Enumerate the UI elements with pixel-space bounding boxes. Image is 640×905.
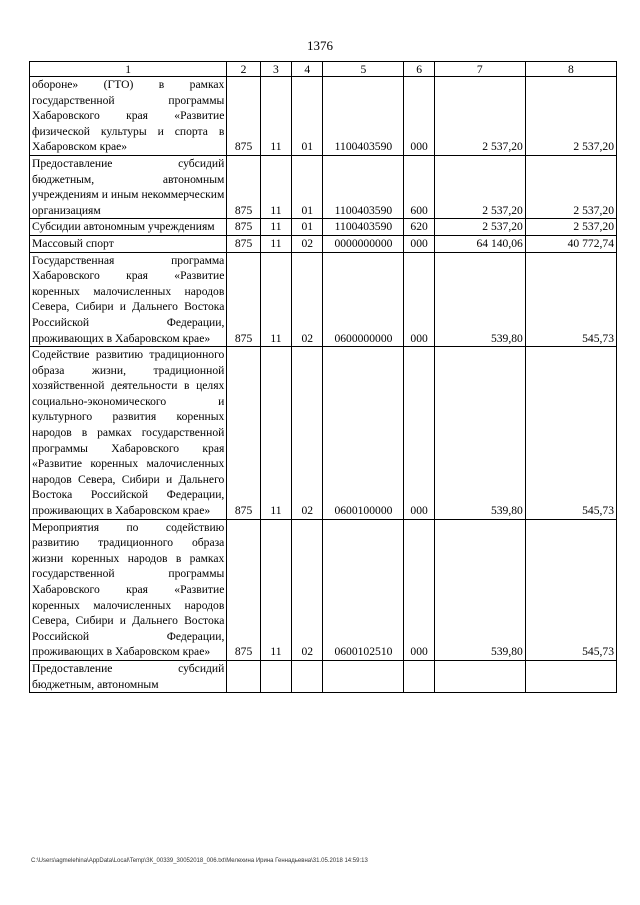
file-path-footer: C:\Users\agmelehina\AppData\Local\Temp\ЗК_00339_30052018_006.txt\Мелехина Ирина Геннадьевна\31.05.2018 14:59:13 xyxy=(31,858,368,864)
row-name: Содействие развитию традиционного образа жизни, традиционной хозяйственной деятельности в целях социально-экономического и культурного развития коренных народов в рамках государственной программы Хабаровского края «Развитие коренных малочисленных народов Севера, Сибири и Дальнего Востока Российской Федерации, проживающих в Хабаровском крае» xyxy=(30,347,227,520)
cell-admin-code: 875 xyxy=(227,519,260,660)
cell-expense-type: 000 xyxy=(404,519,434,660)
cell-subsection: 01 xyxy=(292,77,323,156)
cell-section: 11 xyxy=(260,235,291,252)
cell-expense-type: 600 xyxy=(404,155,434,218)
cell-amount-1: 2 537,20 xyxy=(434,77,525,156)
cell-target-article: 1100403590 xyxy=(323,77,404,156)
cell-admin-code xyxy=(227,660,260,692)
cell-amount-2 xyxy=(525,660,616,692)
table-row xyxy=(30,252,617,347)
column-header: 5 xyxy=(323,62,404,77)
table-row xyxy=(30,519,617,660)
column-header: 7 xyxy=(434,62,525,77)
page-number: 1376 xyxy=(307,38,333,53)
cell-target-article: 0600102510 xyxy=(323,519,404,660)
row-name: Субсидии автономным учреждениям xyxy=(30,219,227,236)
table-row xyxy=(30,347,617,520)
row-name: Государственная программа Хабаровского края «Развитие коренных малочисленных народов Севера, Сибири и Дальнего Востока Российской Федерации, проживающих в Хабаровском крае» xyxy=(30,252,227,347)
row-name: Предоставление субсидий бюджетным, автономным учреждениям и иным некоммерческим организациям xyxy=(30,155,227,218)
cell-expense-type: 000 xyxy=(404,235,434,252)
cell-target-article: 0600000000 xyxy=(323,252,404,347)
cell-amount-2: 2 537,20 xyxy=(525,77,616,156)
cell-section: 11 xyxy=(260,219,291,236)
cell-section: 11 xyxy=(260,347,291,520)
cell-section xyxy=(260,660,291,692)
cell-target-article: 0600100000 xyxy=(323,347,404,520)
cell-amount-1: 539,80 xyxy=(434,347,525,520)
cell-expense-type: 000 xyxy=(404,252,434,347)
cell-subsection xyxy=(292,660,323,692)
cell-expense-type: 000 xyxy=(404,77,434,156)
row-name: Мероприятия по содействию развитию традиционного образа жизни коренных народов в рамках государственной программы Хабаровского края «Развитие коренных малочисленных народов Севера, Сибири и Дальнего Востока Российской Федерации, проживающих в Хабаровском крае» xyxy=(30,519,227,660)
cell-admin-code: 875 xyxy=(227,347,260,520)
cell-expense-type: 000 xyxy=(404,347,434,520)
table-row xyxy=(30,235,617,252)
cell-subsection: 01 xyxy=(292,155,323,218)
row-name: Массовый спорт xyxy=(30,235,227,252)
cell-section: 11 xyxy=(260,519,291,660)
cell-section: 11 xyxy=(260,77,291,156)
cell-subsection: 02 xyxy=(292,252,323,347)
table-row xyxy=(30,155,617,218)
cell-amount-1: 2 537,20 xyxy=(434,219,525,236)
cell-amount-1: 539,80 xyxy=(434,252,525,347)
cell-amount-2: 545,73 xyxy=(525,252,616,347)
cell-section: 11 xyxy=(260,252,291,347)
cell-amount-1: 539,80 xyxy=(434,519,525,660)
cell-target-article: 1100403590 xyxy=(323,219,404,236)
cell-amount-1: 64 140,06 xyxy=(434,235,525,252)
column-header: 2 xyxy=(227,62,260,77)
cell-admin-code: 875 xyxy=(227,155,260,218)
cell-amount-1: 2 537,20 xyxy=(434,155,525,218)
column-header-row xyxy=(30,62,617,77)
column-header: 1 xyxy=(30,62,227,77)
cell-expense-type xyxy=(404,660,434,692)
cell-subsection: 02 xyxy=(292,235,323,252)
cell-subsection: 02 xyxy=(292,347,323,520)
table-row xyxy=(30,660,617,692)
cell-amount-2: 545,73 xyxy=(525,347,616,520)
cell-admin-code: 875 xyxy=(227,252,260,347)
column-header: 8 xyxy=(525,62,616,77)
row-name: Предоставление субсидий бюджетным, автономным xyxy=(30,660,227,692)
cell-expense-type: 620 xyxy=(404,219,434,236)
cell-amount-2: 40 772,74 xyxy=(525,235,616,252)
cell-subsection: 02 xyxy=(292,519,323,660)
table-row xyxy=(30,77,617,156)
cell-subsection: 01 xyxy=(292,219,323,236)
cell-target-article: 1100403590 xyxy=(323,155,404,218)
cell-amount-1 xyxy=(434,660,525,692)
cell-amount-2: 2 537,20 xyxy=(525,219,616,236)
column-header: 3 xyxy=(260,62,291,77)
cell-target-article: 0000000000 xyxy=(323,235,404,252)
row-name: обороне» (ГТО) в рамках государственной программы Хабаровского края «Развитие физической культуры и спорта в Хабаровском крае» xyxy=(30,77,227,156)
cell-admin-code: 875 xyxy=(227,235,260,252)
cell-admin-code: 875 xyxy=(227,219,260,236)
cell-target-article xyxy=(323,660,404,692)
cell-section: 11 xyxy=(260,155,291,218)
cell-amount-2: 545,73 xyxy=(525,519,616,660)
cell-amount-2: 2 537,20 xyxy=(525,155,616,218)
budget-table xyxy=(29,61,617,693)
cell-admin-code: 875 xyxy=(227,77,260,156)
table-row xyxy=(30,219,617,236)
column-header: 4 xyxy=(292,62,323,77)
column-header: 6 xyxy=(404,62,434,77)
